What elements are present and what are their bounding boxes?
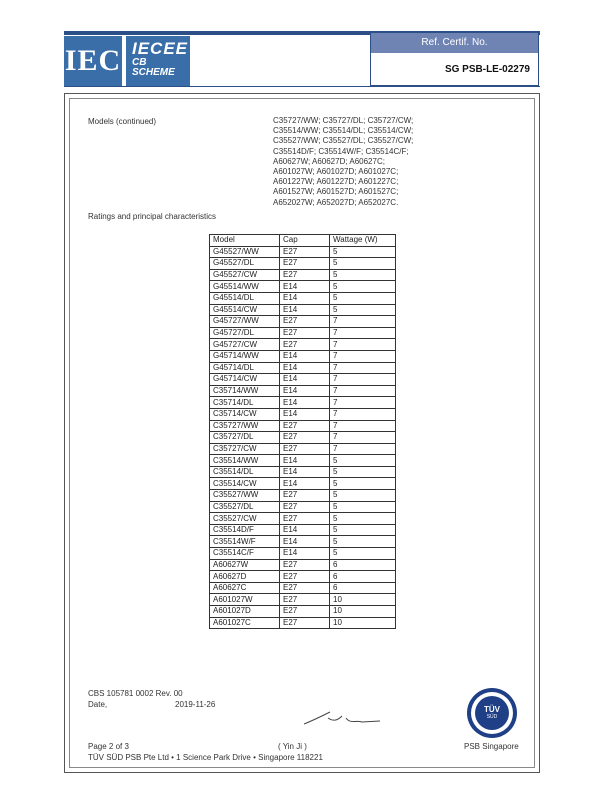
header-cap: Cap	[280, 235, 330, 247]
tuv-logo-sub: SÜD	[486, 713, 498, 720]
cap-cell: E14	[280, 397, 330, 409]
wattage-cell: 5	[330, 513, 396, 525]
cap-cell: E27	[280, 617, 330, 629]
model-cell: A60627D	[210, 571, 280, 583]
wattage-cell: 6	[330, 582, 396, 594]
wattage-cell: 5	[330, 466, 396, 478]
cap-cell: E14	[280, 362, 330, 374]
model-cell: G45514/WW	[210, 281, 280, 293]
model-cell: C35514W/F	[210, 536, 280, 548]
wattage-cell: 5	[330, 548, 396, 560]
table-row	[210, 582, 396, 594]
iecee-logo-line1: IECEE	[132, 39, 189, 58]
wattage-cell: 7	[330, 350, 396, 362]
wattage-cell: 7	[330, 408, 396, 420]
header-wattage: Wattage (W)	[330, 235, 396, 247]
model-cell: C35514C/F	[210, 548, 280, 560]
cap-cell: E14	[280, 524, 330, 536]
wattage-cell: 7	[330, 316, 396, 328]
wattage-cell: 10	[330, 594, 396, 606]
table-row	[210, 408, 396, 420]
model-cell: G45727/CW	[210, 339, 280, 351]
table-row	[210, 258, 396, 270]
model-cell: C35714/WW	[210, 385, 280, 397]
wattage-cell: 5	[330, 455, 396, 467]
model-cell: C35514D/F	[210, 524, 280, 536]
table-row	[210, 594, 396, 606]
cap-cell: E27	[280, 269, 330, 281]
cap-cell: E14	[280, 304, 330, 316]
table-row	[210, 536, 396, 548]
model-cell: C35527/DL	[210, 501, 280, 513]
table-row	[210, 466, 396, 478]
model-cell: C35514/WW	[210, 455, 280, 467]
tuv-sud-logo	[467, 688, 517, 738]
table-row	[210, 501, 396, 513]
cap-cell: E14	[280, 548, 330, 560]
model-cell: G45514/CW	[210, 304, 280, 316]
cap-cell: E27	[280, 246, 330, 258]
wattage-cell: 7	[330, 432, 396, 444]
ratings-label: Ratings and principal characteristics	[88, 212, 217, 221]
table-row	[210, 281, 396, 293]
ratings-table	[209, 234, 396, 629]
wattage-cell: 7	[330, 339, 396, 351]
signature-image	[300, 706, 390, 730]
model-cell: C35727/WW	[210, 420, 280, 432]
table-row	[210, 304, 396, 316]
tuv-caption: PSB Singapore	[464, 742, 519, 751]
models-label: Models (continued)	[88, 117, 157, 126]
cap-cell: E14	[280, 385, 330, 397]
table-row	[210, 397, 396, 409]
wattage-cell: 5	[330, 304, 396, 316]
table-row	[210, 571, 396, 583]
model-cell: G45527/DL	[210, 258, 280, 270]
cap-cell: E27	[280, 339, 330, 351]
header-model: Model	[210, 235, 280, 247]
cap-cell: E27	[280, 594, 330, 606]
cap-cell: E27	[280, 420, 330, 432]
table-row	[210, 362, 396, 374]
cap-cell: E27	[280, 606, 330, 618]
table-row	[210, 420, 396, 432]
models-list	[273, 116, 443, 208]
ref-certificate-box	[370, 32, 539, 86]
table-row	[210, 327, 396, 339]
model-cell: G45714/CW	[210, 374, 280, 386]
wattage-cell: 7	[330, 362, 396, 374]
iec-logo	[64, 36, 122, 86]
model-cell: C35727/DL	[210, 432, 280, 444]
wattage-cell: 7	[330, 420, 396, 432]
model-line: A652027W; A652027D; A652027C.	[273, 197, 399, 207]
cap-cell: E14	[280, 466, 330, 478]
model-cell: G45514/DL	[210, 292, 280, 304]
model-line: C35527/WW; C35527/DL; C35527/CW;	[273, 136, 414, 146]
wattage-cell: 7	[330, 397, 396, 409]
cap-cell: E27	[280, 327, 330, 339]
model-cell: G45727/WW	[210, 316, 280, 328]
table-row	[210, 548, 396, 560]
cbs-reference: CBS 105781 0002 Rev. 00	[88, 689, 183, 698]
model-line: A601027W; A601027D; A601027C;	[273, 167, 399, 177]
model-cell: G45714/WW	[210, 350, 280, 362]
cap-cell: E27	[280, 582, 330, 594]
cap-cell: E27	[280, 432, 330, 444]
page-number: Page 2 of 3	[88, 742, 129, 751]
cap-cell: E27	[280, 571, 330, 583]
tuv-logo-text: TÜV	[484, 704, 500, 714]
table-row	[210, 350, 396, 362]
wattage-cell: 5	[330, 281, 396, 293]
cap-cell: E27	[280, 316, 330, 328]
table-row	[210, 316, 396, 328]
cap-cell: E14	[280, 374, 330, 386]
model-cell: A60627W	[210, 559, 280, 571]
wattage-cell: 5	[330, 478, 396, 490]
model-cell: C35714/DL	[210, 397, 280, 409]
cap-cell: E14	[280, 292, 330, 304]
wattage-cell: 5	[330, 524, 396, 536]
table-row	[210, 269, 396, 281]
wattage-cell: 5	[330, 501, 396, 513]
model-cell: G45527/WW	[210, 246, 280, 258]
model-cell: C35527/WW	[210, 490, 280, 502]
date-label: Date,	[88, 700, 108, 709]
cap-cell: E14	[280, 536, 330, 548]
cap-cell: E27	[280, 490, 330, 502]
table-row	[210, 617, 396, 629]
wattage-cell: 7	[330, 385, 396, 397]
table-row	[210, 478, 396, 490]
model-line: A601527W; A601527D; A601527C;	[273, 187, 399, 197]
cap-cell: E27	[280, 513, 330, 525]
cap-cell: E14	[280, 455, 330, 467]
iecee-logo-line2: CB	[132, 57, 147, 68]
table-row	[210, 374, 396, 386]
wattage-cell: 10	[330, 606, 396, 618]
wattage-cell: 10	[330, 617, 396, 629]
model-cell: A601027W	[210, 594, 280, 606]
model-cell: A601027C	[210, 617, 280, 629]
iecee-logo	[126, 36, 190, 86]
table-row	[210, 455, 396, 467]
table-row	[210, 490, 396, 502]
model-line: A60627W; A60627D; A60627C;	[273, 156, 385, 166]
cap-cell: E27	[280, 559, 330, 571]
wattage-cell: 5	[330, 490, 396, 502]
cap-cell: E14	[280, 281, 330, 293]
model-line: A601227W; A601227D; A601227C;	[273, 177, 399, 187]
table-row	[210, 432, 396, 444]
wattage-cell: 5	[330, 246, 396, 258]
table-row	[210, 246, 396, 258]
model-cell: G45714/DL	[210, 362, 280, 374]
company-address: TÜV SÜD PSB Pte Ltd • 1 Science Park Drive • Singapore 118221	[88, 753, 323, 762]
wattage-cell: 6	[330, 571, 396, 583]
cap-cell: E14	[280, 408, 330, 420]
table-row	[210, 292, 396, 304]
table-row	[210, 443, 396, 455]
ratings-header-row	[210, 235, 396, 247]
model-cell: G45727/DL	[210, 327, 280, 339]
model-cell: G45527/CW	[210, 269, 280, 281]
table-row	[210, 385, 396, 397]
ref-certificate-number: SG PSB-LE-02279	[444, 64, 530, 75]
model-line: C35727/WW; C35727/DL; C35727/CW;	[273, 116, 414, 125]
table-row	[210, 606, 396, 618]
model-cell: C35727/CW	[210, 443, 280, 455]
model-cell: A60627C	[210, 582, 280, 594]
date-value: 2019-11-26	[175, 700, 216, 709]
table-row	[210, 513, 396, 525]
ref-certificate-title: Ref. Certif. No.	[371, 33, 538, 53]
model-cell: C35714/CW	[210, 408, 280, 420]
cap-cell: E27	[280, 501, 330, 513]
wattage-cell: 7	[330, 443, 396, 455]
table-row	[210, 559, 396, 571]
iec-logo-text: IEC	[64, 44, 122, 77]
wattage-cell: 7	[330, 374, 396, 386]
wattage-cell: 6	[330, 559, 396, 571]
cap-cell: E14	[280, 350, 330, 362]
model-cell: C35514/DL	[210, 466, 280, 478]
iecee-logo-line3: SCHEME	[132, 67, 175, 78]
header-divider	[64, 86, 540, 87]
wattage-cell: 5	[330, 292, 396, 304]
wattage-cell: 5	[330, 536, 396, 548]
model-cell: C35527/CW	[210, 513, 280, 525]
model-line: C35514D/F; C35514W/F; C35514C/F;	[273, 146, 409, 156]
cap-cell: E27	[280, 443, 330, 455]
wattage-cell: 5	[330, 269, 396, 281]
cap-cell: E14	[280, 478, 330, 490]
cap-cell: E27	[280, 258, 330, 270]
wattage-cell: 5	[330, 258, 396, 270]
table-row	[210, 339, 396, 351]
model-cell: C35514/CW	[210, 478, 280, 490]
model-cell: A601027D	[210, 606, 280, 618]
model-line: C35514/WW; C35514/DL; C35514/CW;	[273, 126, 414, 136]
signer-name: ( Yin Ji )	[278, 742, 307, 751]
wattage-cell: 7	[330, 327, 396, 339]
table-row	[210, 524, 396, 536]
